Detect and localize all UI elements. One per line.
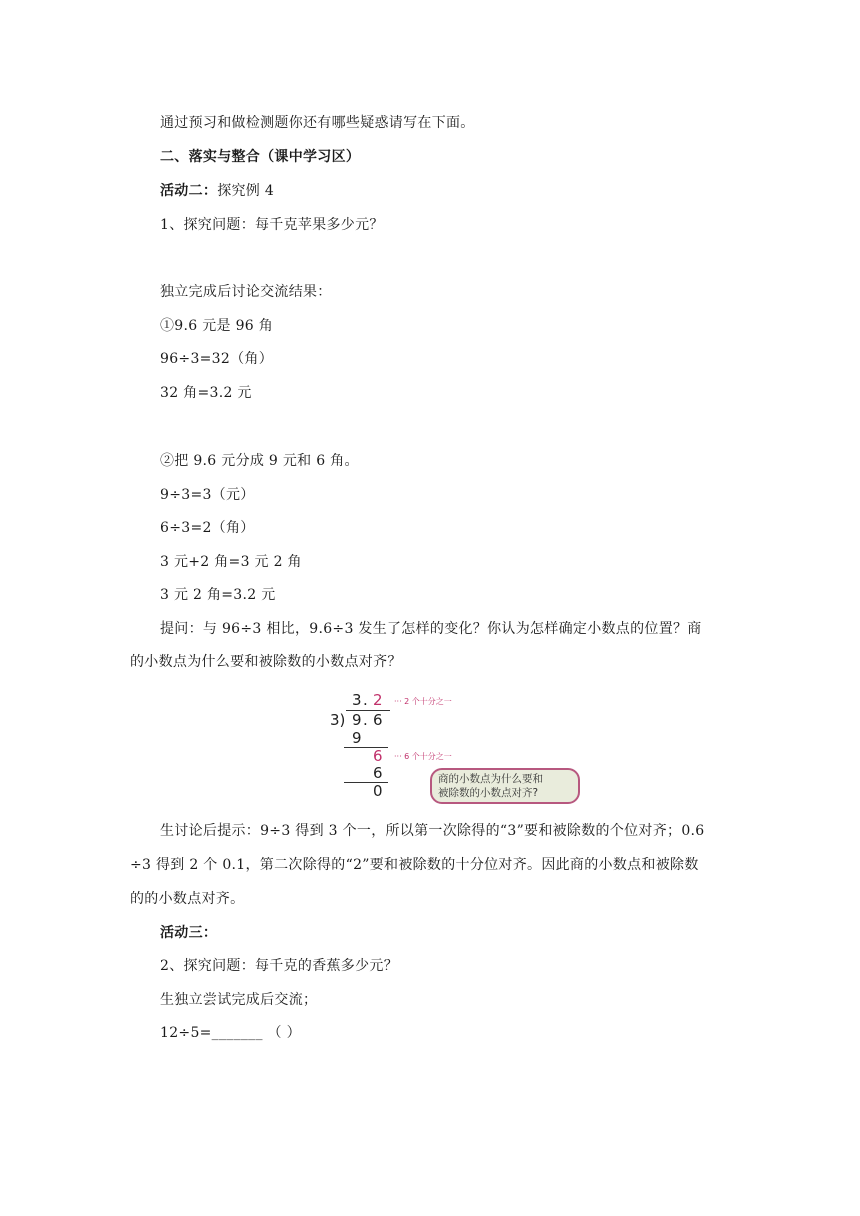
method-two-step-4: 3 元+2 角=3 元 2 角 [160, 554, 302, 570]
question-line-1: 提问：与 96÷3 相比，9.6÷3 发生了怎样的变化？你认为怎样确定小数点的位置？商 [160, 621, 702, 637]
final-remainder-0: 0 [373, 782, 383, 800]
note-two-tenths: ··· 2 个十分之一 [394, 697, 452, 706]
dividend-digit-6: 6 [373, 711, 383, 729]
remainder-6: 6 [373, 747, 383, 765]
method-two-step-5: 3 元 2 角=3.2 元 [160, 587, 276, 603]
bubble-line-2: 被除数的小数点对齐? [438, 787, 539, 799]
method-two-step-1: ②把 9.6 元分成 9 元和 6 角。 [160, 453, 359, 469]
pretest-question: 通过预习和做检测题你还有哪些疑惑请写在下面。 [160, 115, 475, 131]
discussion-hint-1: 生讨论后提示：9÷3 得到 3 个一，所以第一次除得的“3”要和被除数的个位对齐；0.6 [160, 823, 705, 839]
subtract-6: 6 [373, 764, 383, 782]
activity-two-label: 活动二： [160, 183, 218, 199]
question-line-2: 的小数点为什么要和被除数的小数点对齐？ [130, 654, 402, 670]
method-two-step-3: 6÷3=2（角） [160, 520, 255, 536]
method-two-step-2: 9÷3=3（元） [160, 487, 255, 503]
activity-two-title: 探究例 4 [217, 183, 275, 199]
independent-try: 生独立尝试完成后交流； [160, 992, 318, 1008]
method-one-step-1: ①9.6 元是 96 角 [160, 318, 274, 334]
problem-one: 1、探究问题：每千克苹果多少元？ [160, 217, 384, 233]
question-bubble [430, 768, 580, 804]
quotient-decimal-point: . [363, 691, 368, 709]
quotient-digit-2: 2 [373, 691, 383, 709]
discussion-intro: 独立完成后讨论交流结果： [160, 284, 332, 300]
method-one-step-2: 96÷3=32（角） [160, 351, 273, 367]
problem-two: 2、探究问题：每千克的香蕉多少元？ [160, 958, 399, 974]
discussion-hint-2: ÷3 得到 2 个 0.1，第二次除得的“2”要和被除数的十分位对齐。因此商的小数点和被除数 [130, 857, 699, 873]
bubble-line-1: 商的小数点为什么要和 [438, 773, 543, 785]
method-one-step-3: 32 角=3.2 元 [160, 385, 252, 401]
discussion-hint-3: 的的小数点对齐。 [130, 891, 245, 907]
activity-three-heading: 活动三： [160, 925, 218, 941]
section-heading: 二、落实与整合（课中学习区） [160, 149, 361, 165]
note-six-tenths: ··· 6 个十分之一 [394, 752, 452, 761]
activity-two-heading [160, 182, 274, 200]
dividend-decimal-point: . [363, 711, 368, 729]
subtract-9: 9 [352, 729, 362, 747]
banana-division-blank: 12÷5=_______ （ ） [160, 1025, 301, 1041]
quotient-digit-3: 3 [352, 691, 362, 709]
dividend-digit-9: 9 [352, 711, 362, 729]
divisor: 3) [330, 711, 346, 729]
long-division-figure [300, 690, 600, 808]
